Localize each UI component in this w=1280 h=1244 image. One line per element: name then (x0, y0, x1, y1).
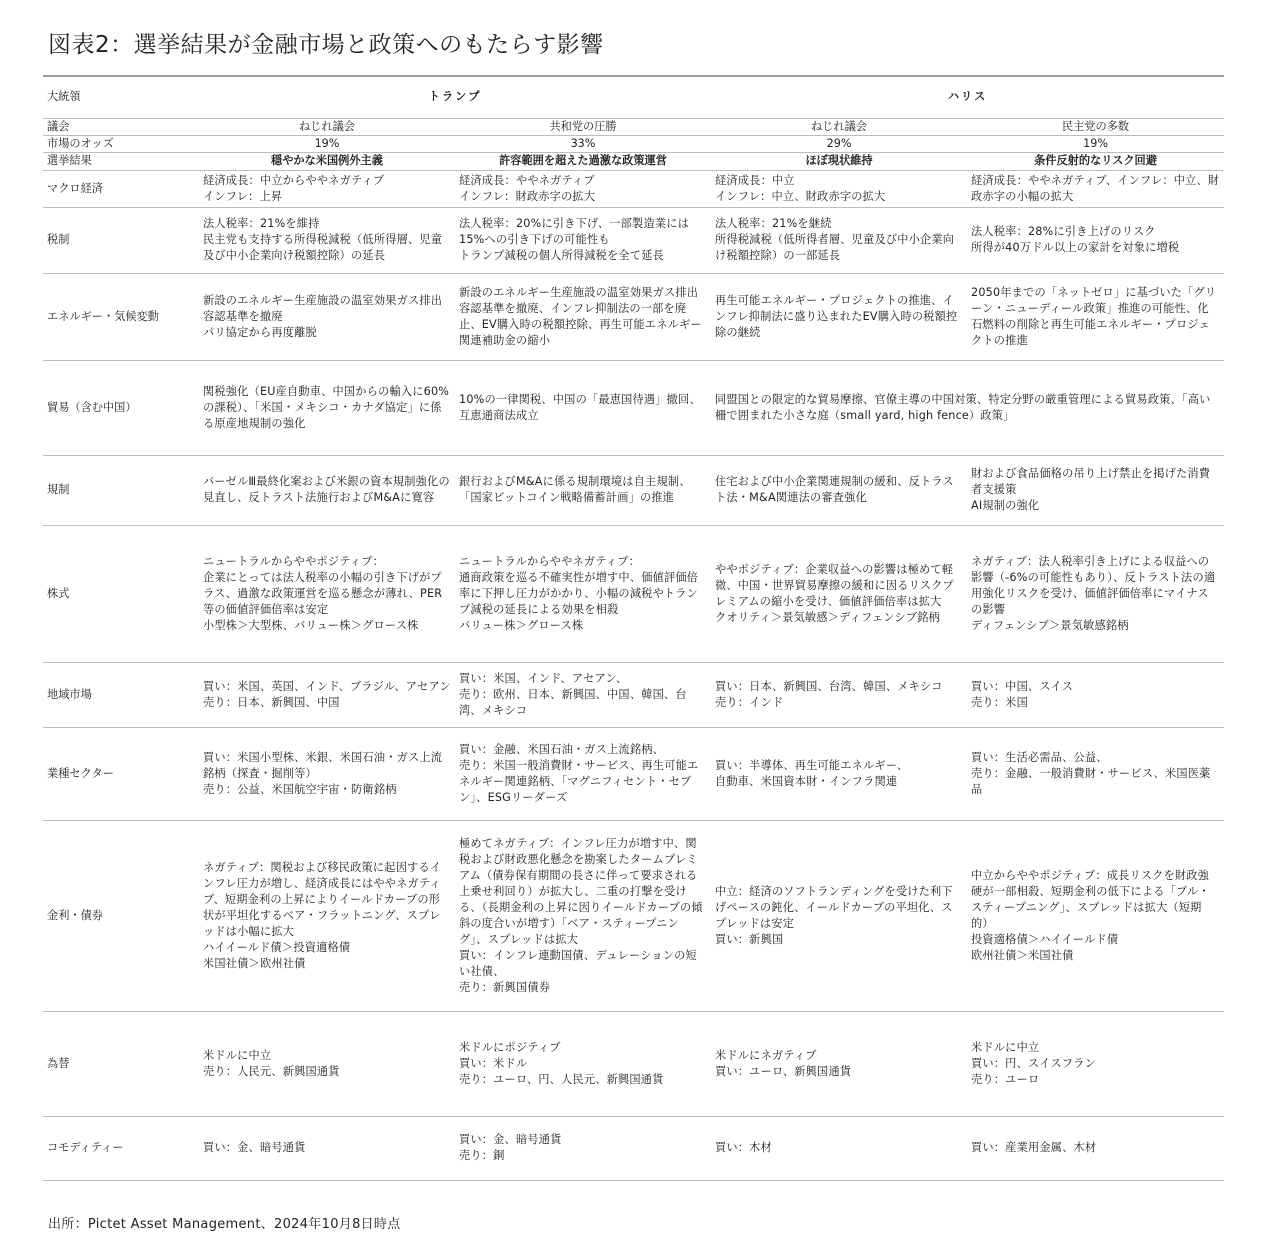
result-value: 許容範囲を超えた過激な政策運営 (455, 152, 711, 170)
congress-value: 民主党の多数 (967, 118, 1224, 135)
result-value: 条件反射的なリスク回避 (967, 152, 1224, 170)
table-cell: 米ドルに中立 買い：円、スイスフラン 売り：ユーロ (967, 1011, 1224, 1116)
table-cell: 法人税率：28%に引き上げのリスク 所得が40万ドル以上の家計を対象に増税 (967, 207, 1224, 273)
table-cell: 10%の一律関税、中国の「最恵国待遇」撤回、互恵通商法成立 (455, 360, 711, 455)
header-row-result (43, 152, 1224, 170)
table-cell: 買い：日本、新興国、台湾、韓国、メキシコ 売り：インド (711, 662, 967, 727)
odds-value: 29% (711, 135, 967, 152)
row-trade (43, 360, 1224, 455)
row-sectors (43, 727, 1224, 820)
table-cell: ややポジティブ：企業収益への影響は極めて軽微、中国・世界貿易摩擦の緩和に因るリスクプレミアムの縮小を受け、価値評価倍率は拡大 クオリティ＞景気敏感＞ディフェンシブ銘柄 (711, 525, 967, 662)
table-cell: 法人税率：20%に引き下げ、一部製造業には15%への引き下げの可能性も トランプ減税の個人所得減税を全て延長 (455, 207, 711, 273)
table-cell: 買い：中国、スイス 売り：米国 (967, 662, 1224, 727)
table-cell: 買い：金、暗号通貨 売り：銅 (455, 1116, 711, 1180)
row-label: 業種セクター (43, 727, 199, 820)
congress-value: ねじれ議会 (199, 118, 455, 135)
page-title: 図表2：選挙結果が金融市場と政策へのもたらす影響 (48, 32, 604, 58)
row-tax (43, 207, 1224, 273)
table-cell: 買い：米国、英国、インド、ブラジル、アセアン 売り：日本、新興国、中国 (199, 662, 455, 727)
odds-value: 19% (967, 135, 1224, 152)
odds-value: 19% (199, 135, 455, 152)
row-regions (43, 662, 1224, 727)
table-cell: ニュートラルからややポジティブ： 企業にとっては法人税率の小幅の引き下げがプラス、過激な政策運営を巡る懸念が薄れ、PER等の価値評価倍率は安定 小型株＞大型株、バリュー株＞グロース株 (199, 525, 455, 662)
result-label: 選挙結果 (43, 152, 199, 170)
row-label: 金利・債券 (43, 820, 199, 1011)
table-cell: 経済成長：中立 インフレ：中立、財政赤字の拡大 (711, 170, 967, 207)
table-cell: 中立：経済のソフトランディングを受けた利下げペースの鈍化、イールドカーブの平坦化、スプレッドは安定 買い：新興国 (711, 820, 967, 1011)
header-row-congress (43, 118, 1224, 135)
table-cell: 米ドルに中立 売り：人民元、新興国通貨 (199, 1011, 455, 1116)
row-label: 為替 (43, 1011, 199, 1116)
table-cell: 銀行およびM&Aに係る規制環境は自主規制、「国家ビットコイン戦略備蓄計画」の推進 (455, 455, 711, 525)
table-cell: 中立からややポジティブ：成長リスクを財政強硬が一部相殺、短期金利の低下による「ブル・スティープニング」、スプレッドは拡大（短期的） 投資適格債＞ハイイールド債 欧州社債＞米国社債 (967, 820, 1224, 1011)
table-cell: 法人税率：21%を継続 所得税減税（低所得者層、児童及び中小企業向け税額控除）の一部延長 (711, 207, 967, 273)
table-cell: 米ドルにポジティブ 買い：米ドル 売り：ユーロ、円、人民元、新興国通貨 (455, 1011, 711, 1116)
source-note: 出所：Pictet Asset Management、2024年10月8日時点 (48, 1217, 401, 1232)
table-cell: 住宅および中小企業関連規制の緩和、反トラスト法・M&A関連法の審査強化 (711, 455, 967, 525)
table-cell: 買い：産業用金属、木材 (967, 1116, 1224, 1180)
row-label: 株式 (43, 525, 199, 662)
row-regulation (43, 455, 1224, 525)
row-fx (43, 1011, 1224, 1116)
table-cell: 財および食品価格の吊り上げ禁止を掲げた消費者支援策 AI規制の強化 (967, 455, 1224, 525)
result-value: ほぼ現状維持 (711, 152, 967, 170)
table-cell: 2050年までの「ネットゼロ」に基づいた「グリーン・ニューディール政策」推進の可能性、化石燃料の削除と再生可能エネルギー・プロジェクトの推進 (967, 273, 1224, 360)
row-label: 貿易（含む中国） (43, 360, 199, 455)
odds-value: 33% (455, 135, 711, 152)
table-cell: ネガティブ：法人税率引き上げによる収益への影響（-6%の可能性もあり）、反トラスト法の適用強化リスクを受け、価値評価倍率にマイナスの影響 ディフェンシブ＞景気敏感銘柄 (967, 525, 1224, 662)
row-commodities (43, 1116, 1224, 1180)
row-rates-bonds (43, 820, 1224, 1011)
table-cell: バーゼルⅢ最終化案および米銀の資本規制強化の見直し、反トラスト法施行およびM&Aに寛容 (199, 455, 455, 525)
president-label: 大統領 (43, 76, 199, 118)
congress-value: ねじれ議会 (711, 118, 967, 135)
row-equities (43, 525, 1224, 662)
row-label: 地域市場 (43, 662, 199, 727)
table-cell: 買い：半導体、再生可能エネルギー、 自動車、米国資本財・インフラ関連 (711, 727, 967, 820)
table-cell: 再生可能エネルギー・プロジェクトの推進、インフレ抑制法に盛り込まれたEV購入時の税額控除の継続 (711, 273, 967, 360)
row-label: 税制 (43, 207, 199, 273)
header-row-president (43, 76, 1224, 118)
impact-table (43, 75, 1224, 1181)
header-row-odds (43, 135, 1224, 152)
table-cell: 買い：米国小型株、米銀、米国石油・ガス上流銘柄（探査・掘削等） 売り：公益、米国航空宇宙・防衛銘柄 (199, 727, 455, 820)
table-cell: 買い：金融、米国石油・ガス上流銘柄、 売り：米国一般消費財・サービス、再生可能エネルギー関連銘柄、「マグニフィセント・セブン」、ESGリーダーズ (455, 727, 711, 820)
table-cell-span: 同盟国との限定的な貿易摩擦、官僚主導の中国対策、特定分野の厳重管理による貿易政策、「高い柵で囲まれた小さな庭（small yard, high fence）政策」 (711, 360, 1224, 455)
table-cell: ニュートラルからややネガティブ： 通商政策を巡る不確実性が増す中、価値評価倍率に下押し圧力がかかり、小幅の減税やトランプ減税の延長による効果を相殺 バリュー株＞グロース株 (455, 525, 711, 662)
harris-header: ハリス (711, 76, 1224, 118)
row-label: コモディティー (43, 1116, 199, 1180)
table-cell: 経済成長：ややネガティブ、インフレ：中立、財政赤字の小幅の拡大 (967, 170, 1224, 207)
table-cell: 買い：金、暗号通貨 (199, 1116, 455, 1180)
table-cell: ネガティブ：関税および移民政策に起因するインフレ圧力が増し、経済成長にはややネガティブ、短期金利の上昇によりイールドカーブの形状が平坦化するベア・フラットニング、スプレッドは小幅に拡大 ハイイールド債＞投資適格債 米国社債＞欧州社債 (199, 820, 455, 1011)
table-cell: 買い：生活必需品、公益、 売り：金融、一般消費財・サービス、米国医薬品 (967, 727, 1224, 820)
row-macro (43, 170, 1224, 207)
table-cell: 法人税率：21%を維持 民主党も支持する所得税減税（低所得層、児童及び中小企業向け税額控除）の延長 (199, 207, 455, 273)
table-cell: 極めてネガティブ：インフレ圧力が増す中、関税および財政悪化懸念を勘案したタームプレミアム（債券保有期間の長さに伴って要求される上乗せ利回り）が拡大し、二重の打撃を受ける、（長期金利の上昇に因りイールドカーブの傾斜の度合いが増す）「ベア・スティープニング」、スプレッドは拡大 買い：インフレ連動国債、デュレーションの短い社債、 売り：新興国債券 (455, 820, 711, 1011)
table-cell: 経済成長：中立からややネガティブ インフレ：上昇 (199, 170, 455, 207)
row-label: 規制 (43, 455, 199, 525)
table-cell: 米ドルにネガティブ 買い：ユーロ、新興国通貨 (711, 1011, 967, 1116)
trump-header: トランプ (199, 76, 711, 118)
table-cell: 関税強化（EU産自動車、中国からの輸入に60%の課税）、「米国・メキシコ・カナダ協定」に係る原産地規制の強化 (199, 360, 455, 455)
table-cell: 新設のエネルギー生産施設の温室効果ガス排出容認基準を撤廃 パリ協定から再度離脱 (199, 273, 455, 360)
table-cell: 新設のエネルギー生産施設の温室効果ガス排出容認基準を撤廃、インフレ抑制法の一部を廃止、EV購入時の税額控除、再生可能エネルギー関連補助金の縮小 (455, 273, 711, 360)
row-label: エネルギー・気候変動 (43, 273, 199, 360)
congress-value: 共和党の圧勝 (455, 118, 711, 135)
table-cell: 買い：米国、インド、アセアン、 売り：欧州、日本、新興国、中国、韓国、台湾、メキシコ (455, 662, 711, 727)
row-label: マクロ経済 (43, 170, 199, 207)
odds-label: 市場のオッズ (43, 135, 199, 152)
table-cell: 買い：木材 (711, 1116, 967, 1180)
result-value: 穏やかな米国例外主義 (199, 152, 455, 170)
congress-label: 議会 (43, 118, 199, 135)
table-cell: 経済成長：ややネガティブ インフレ：財政赤字の拡大 (455, 170, 711, 207)
row-energy (43, 273, 1224, 360)
